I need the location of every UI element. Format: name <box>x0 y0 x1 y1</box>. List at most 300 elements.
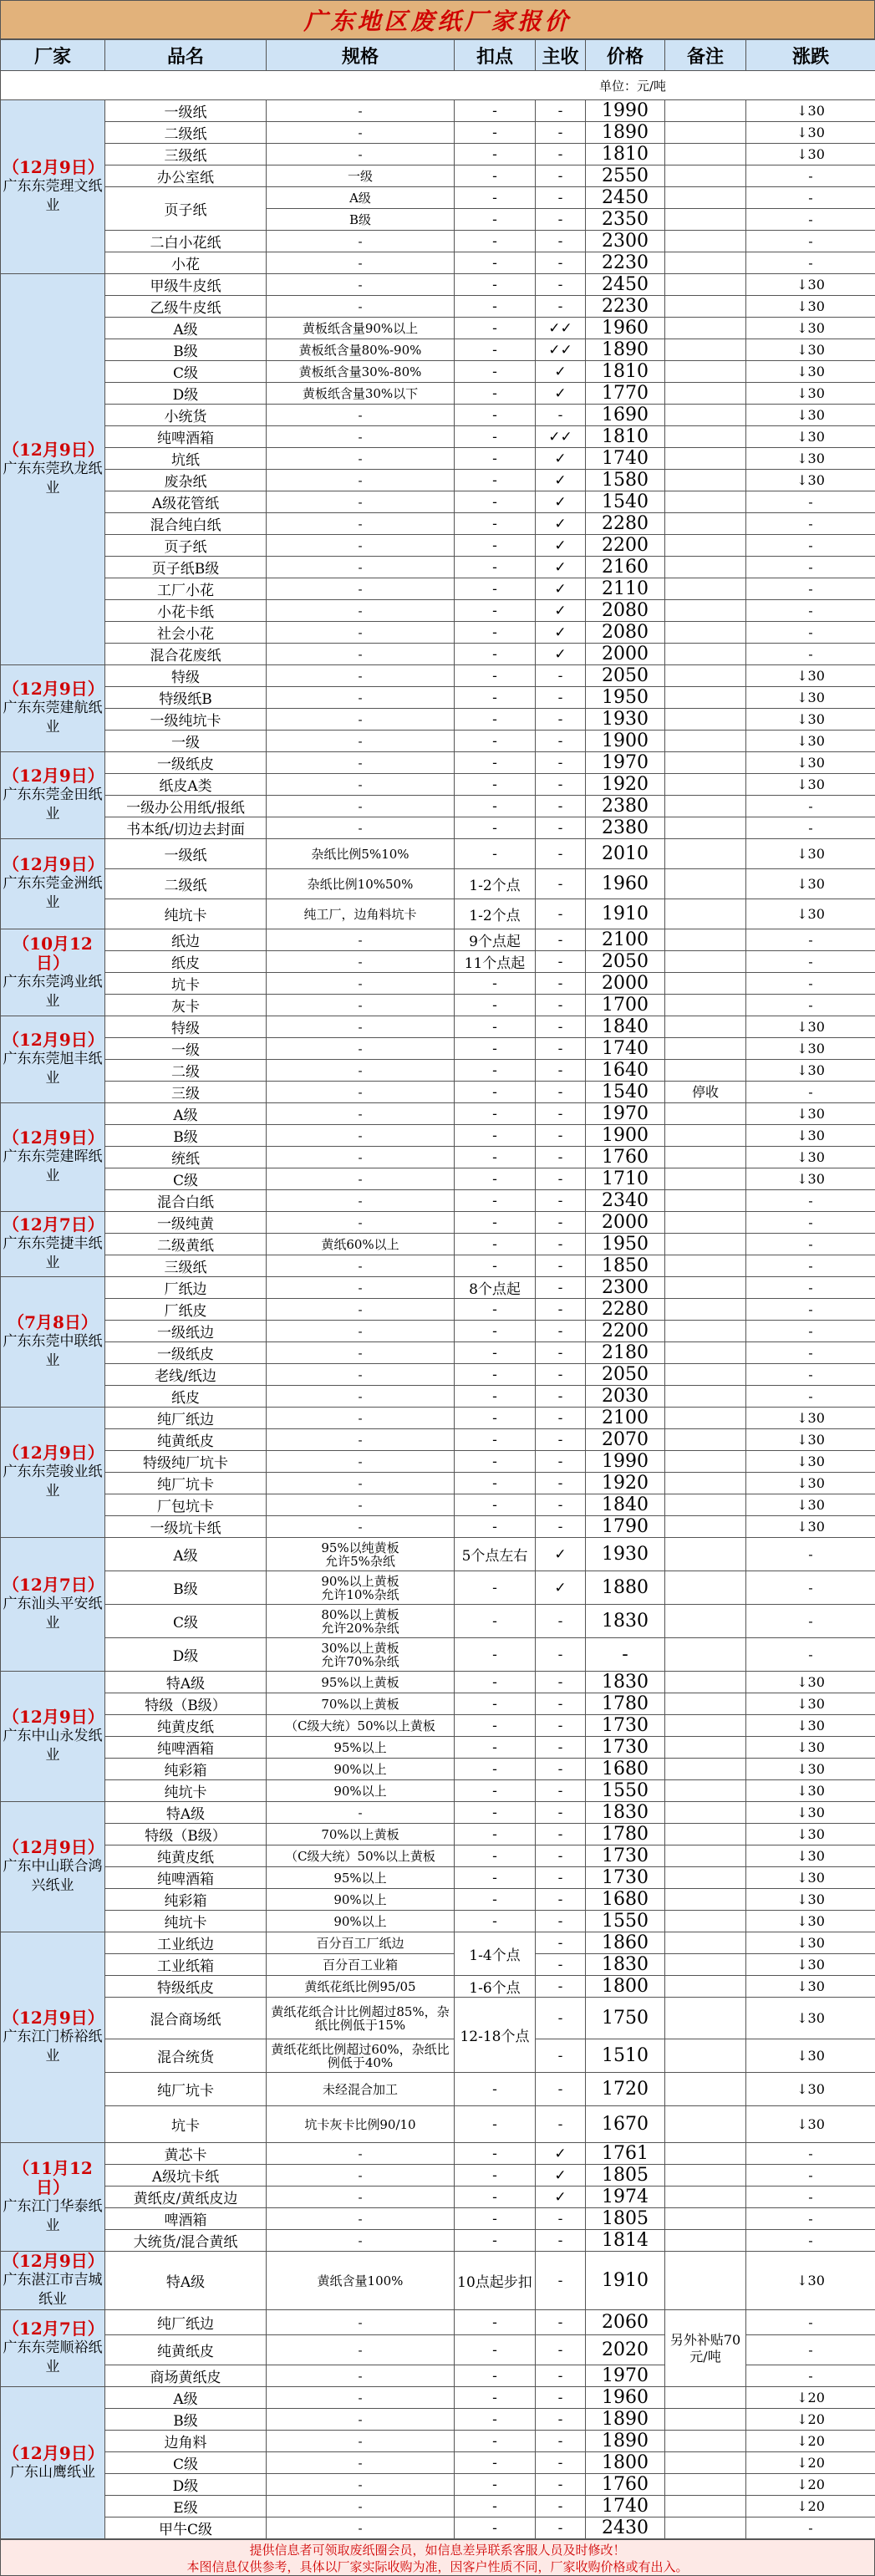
price-cell: 2380 <box>586 796 665 817</box>
product-cell: 一级办公用纸/报纸 <box>105 796 267 817</box>
product-cell: 纸皮 <box>105 1386 267 1408</box>
note-cell <box>665 1386 746 1408</box>
note-cell <box>665 600 746 622</box>
main-receive-cell: - <box>536 1605 586 1638</box>
table-row <box>1 644 875 665</box>
spec-cell <box>267 2143 455 2165</box>
change-cell: ↓30 <box>746 1451 875 1473</box>
price-cell: 2100 <box>586 1408 665 1429</box>
deduction-cell: - <box>455 1516 536 1538</box>
main-receive-cell: - <box>536 252 586 274</box>
spec-line: 允许20%杂纸 <box>268 1621 452 1635</box>
price-cell: 1700 <box>586 995 665 1016</box>
spec-cell <box>267 709 455 731</box>
price-cell: 2000 <box>586 644 665 665</box>
spec-cell <box>267 318 455 339</box>
spec-cell <box>267 209 455 231</box>
change-cell: - <box>746 1538 875 1571</box>
spec-cell <box>267 231 455 252</box>
spec-line: 纯工厂，边角料坑卡 <box>268 908 452 921</box>
company-name: 广东中山永发纸业 <box>3 1728 103 1764</box>
product-cell: 工业纸边 <box>105 1932 267 1954</box>
change-cell: ↓30 <box>746 1932 875 1954</box>
change-cell: - <box>746 973 875 995</box>
spec-line: 一级 <box>268 170 452 183</box>
price-cell: 1890 <box>586 2431 665 2452</box>
header-product: 品名 <box>105 40 267 71</box>
spec-line: 杂纸比例10%50% <box>268 878 452 891</box>
deduction-cell: - <box>455 2208 536 2230</box>
spec-cell <box>267 973 455 995</box>
change-cell: ↓30 <box>746 1802 875 1824</box>
spec-cell <box>267 1538 455 1571</box>
footer-line-1: 提供信息者可领取废纸圈会员，如信息差异联系客服人员及时修改！ <box>1 2542 874 2558</box>
spec-line: - <box>268 1173 452 1186</box>
price-cell: 1840 <box>586 1016 665 1038</box>
deduction-cell: - <box>455 1845 536 1867</box>
change-cell: - <box>746 817 875 839</box>
spec-line: - <box>268 1107 452 1121</box>
note-cell <box>665 2517 746 2539</box>
change-cell: ↓30 <box>746 1889 875 1911</box>
spec-line: - <box>268 1412 452 1425</box>
deduction-cell: - <box>455 448 536 470</box>
spec-line: 90%以上 <box>268 1915 452 1928</box>
note-cell <box>665 1605 746 1638</box>
table-row <box>1 1016 875 1038</box>
table-row <box>1 929 875 951</box>
header-price: 价格 <box>586 40 665 71</box>
spec-cell <box>267 2431 455 2452</box>
company-cell <box>1 1802 105 1932</box>
note-cell <box>665 1060 746 1082</box>
deduction-cell: - <box>455 1605 536 1638</box>
change-cell: - <box>746 2310 875 2335</box>
price-cell: 1540 <box>586 1082 665 1103</box>
main-receive-cell: - <box>536 122 586 144</box>
price-cell: 1670 <box>586 2106 665 2143</box>
unit-row <box>1 71 875 100</box>
spec-cell <box>267 1672 455 1693</box>
main-receive-cell: - <box>536 1845 586 1867</box>
note-cell <box>665 122 746 144</box>
change-cell: ↓30 <box>746 144 875 165</box>
price-cell: 2050 <box>586 665 665 687</box>
note-cell <box>665 100 746 122</box>
spec-cell <box>267 1845 455 1867</box>
main-receive-cell: ✓ <box>536 1571 586 1605</box>
spec-line: 黄纸含量100% <box>268 2274 452 2288</box>
product-cell: 特A级 <box>105 2252 267 2310</box>
spec-cell <box>267 2335 455 2365</box>
table-row <box>1 2310 875 2335</box>
spec-cell <box>267 1759 455 1780</box>
spec-cell <box>267 1408 455 1429</box>
spec-line: 90%以上 <box>268 1893 452 1907</box>
main-receive-cell: - <box>536 1321 586 1342</box>
spec-line: - <box>268 2522 452 2535</box>
deduction-cell: - <box>455 491 536 513</box>
spec-cell <box>267 2365 455 2387</box>
spec-cell <box>267 2474 455 2496</box>
change-cell: ↓30 <box>746 405 875 426</box>
spec-cell <box>267 796 455 817</box>
spec-line: - <box>268 1520 452 1534</box>
table-row <box>1 1212 875 1234</box>
spec-line: - <box>268 1368 452 1382</box>
main-receive-cell: - <box>536 1168 586 1190</box>
note-cell <box>665 2409 746 2431</box>
spec-cell <box>267 1168 455 1190</box>
main-receive-cell: - <box>536 709 586 731</box>
spec-cell <box>267 2310 455 2335</box>
deduction-cell: 10点起步扣 <box>455 2252 536 2310</box>
spec-cell <box>267 1737 455 1759</box>
change-cell: - <box>746 2230 875 2252</box>
product-cell: C级 <box>105 2452 267 2474</box>
spec-cell <box>267 578 455 600</box>
spec-line: - <box>268 1042 452 1056</box>
deduction-cell: - <box>455 752 536 774</box>
price-cell: 1805 <box>586 2208 665 2230</box>
spec-line: - <box>268 626 452 639</box>
company-date: （12月9日） <box>3 440 103 460</box>
table-row <box>1 1386 875 1408</box>
table-row <box>1 470 875 491</box>
header-company: 厂家 <box>1 40 105 71</box>
change-cell: ↓30 <box>746 1715 875 1737</box>
note-cell <box>665 1976 746 1998</box>
spec-line: 70%以上黄板 <box>268 1828 452 1841</box>
change-cell: - <box>746 2143 875 2165</box>
spec-line: 坑卡灰卡比例90/10 <box>268 2118 452 2131</box>
note-cell <box>665 1693 746 1715</box>
main-receive-cell: ✓ <box>536 2165 586 2187</box>
spec-line: - <box>268 409 452 422</box>
price-cell: 1970 <box>586 752 665 774</box>
spec-line: - <box>268 1129 452 1143</box>
price-cell: 1920 <box>586 1473 665 1494</box>
table-row <box>1 2387 875 2409</box>
price-cell: 2070 <box>586 1429 665 1451</box>
change-cell: - <box>746 557 875 578</box>
product-cell: C级 <box>105 1168 267 1190</box>
change-cell: - <box>746 2187 875 2208</box>
table-row <box>1 973 875 995</box>
spec-cell <box>267 252 455 274</box>
company-cell <box>1 752 105 839</box>
spec-line: （C级大统）50%以上黄板 <box>268 1850 452 1863</box>
change-cell: - <box>746 929 875 951</box>
main-receive-cell: ✓ <box>536 578 586 600</box>
change-cell: ↓30 <box>746 1845 875 1867</box>
spec-line: - <box>268 1151 452 1164</box>
deduction-cell: - <box>455 361 536 383</box>
spec-line: - <box>268 452 452 466</box>
change-cell: ↓30 <box>746 752 875 774</box>
table-row <box>1 1190 875 1212</box>
spec-cell <box>267 1638 455 1672</box>
main-receive-cell: - <box>536 951 586 973</box>
spec-cell <box>267 2409 455 2431</box>
table-row <box>1 1824 875 1845</box>
deduction-cell: - <box>455 1364 536 1386</box>
spec-line: - <box>268 1455 452 1469</box>
main-receive-cell: - <box>536 1824 586 1845</box>
deduction-cell: - <box>455 2474 536 2496</box>
spec-cell <box>267 1234 455 1255</box>
product-cell: C级 <box>105 361 267 383</box>
deduction-cell: - <box>455 2496 536 2517</box>
change-cell: ↓30 <box>746 731 875 752</box>
spec-cell <box>267 1954 455 1976</box>
product-cell: 特级 <box>105 665 267 687</box>
spec-line: - <box>268 648 452 661</box>
table-row <box>1 1429 875 1451</box>
main-receive-cell: ✓✓ <box>536 426 586 448</box>
price-cell: 2100 <box>586 929 665 951</box>
spec-line: - <box>268 1806 452 1820</box>
company-cell <box>1 1932 105 2143</box>
table-row <box>1 2431 875 2452</box>
company-date: （12月9日） <box>3 2008 103 2028</box>
deduction-cell: 1-2个点 <box>455 899 536 929</box>
main-receive-cell: - <box>536 665 586 687</box>
deduction-cell: - <box>455 252 536 274</box>
note-cell <box>665 1016 746 1038</box>
price-cell: 2110 <box>586 578 665 600</box>
price-cell: 2020 <box>586 2335 665 2365</box>
spec-cell <box>267 1516 455 1538</box>
spec-line: 黄纸花纸比例超过60%，杂纸比例低于40% <box>268 2043 452 2069</box>
change-cell: ↓30 <box>746 470 875 491</box>
company-name: 广东湛江市吉城纸业 <box>3 2272 103 2308</box>
spec-line: - <box>268 1390 452 1403</box>
product-cell: 甲牛C级 <box>105 2517 267 2539</box>
spec-line: - <box>268 496 452 509</box>
change-cell: ↓30 <box>746 774 875 796</box>
change-cell: - <box>746 1255 875 1277</box>
price-cell: 1970 <box>586 1103 665 1125</box>
main-receive-cell: ✓ <box>536 1538 586 1571</box>
product-cell: 三级纸 <box>105 1255 267 1277</box>
change-cell: ↓30 <box>746 274 875 296</box>
note-cell <box>665 774 746 796</box>
price-cell: 1900 <box>586 731 665 752</box>
change-cell: - <box>746 1321 875 1342</box>
company-date: （12月9日） <box>3 1838 103 1857</box>
note-cell <box>665 1103 746 1125</box>
price-cell: 1910 <box>586 2252 665 2310</box>
table-row <box>1 2106 875 2143</box>
company-name: 广东东莞金田纸业 <box>3 787 103 822</box>
spec-line: - <box>268 583 452 596</box>
note-cell <box>665 951 746 973</box>
company-cell <box>1 2143 105 2252</box>
note-cell <box>665 339 746 361</box>
table-row <box>1 1693 875 1715</box>
deduction-cell: - <box>455 622 536 644</box>
company-name: 广东中山联合鸿兴纸业 <box>3 1858 103 1894</box>
company-cell <box>1 2387 105 2539</box>
main-receive-cell: - <box>536 1672 586 1693</box>
main-receive-cell: - <box>536 100 586 122</box>
note-cell <box>665 2143 746 2165</box>
main-receive-cell: - <box>536 2208 586 2230</box>
spec-line: - <box>268 2500 452 2513</box>
table-row <box>1 1932 875 1954</box>
change-cell: ↓30 <box>746 1408 875 1429</box>
change-cell: - <box>746 231 875 252</box>
deduction-cell: - <box>455 1408 536 1429</box>
spec-cell <box>267 1998 455 2039</box>
product-cell: 纸皮A类 <box>105 774 267 796</box>
spec-line: - <box>268 2212 452 2226</box>
spec-cell <box>267 1824 455 1845</box>
deduction-cell: - <box>455 1494 536 1516</box>
spec-line: 90%以上 <box>268 1784 452 1798</box>
change-cell: - <box>746 209 875 231</box>
spec-line: - <box>268 1325 452 1338</box>
price-cell: 1710 <box>586 1168 665 1190</box>
main-receive-cell: - <box>536 1212 586 1234</box>
change-cell: ↓30 <box>746 1429 875 1451</box>
deduction-cell: - <box>455 144 536 165</box>
note-cell <box>665 2208 746 2230</box>
main-receive-cell: - <box>536 1277 586 1299</box>
deduction-cell: - <box>455 1016 536 1038</box>
price-cell: 1761 <box>586 2143 665 2165</box>
deduction-cell: - <box>455 426 536 448</box>
spec-line: - <box>268 713 452 726</box>
spec-line: - <box>268 999 452 1012</box>
note-cell <box>665 839 746 869</box>
change-cell: ↓30 <box>746 1672 875 1693</box>
change-cell: ↓30 <box>746 2073 875 2106</box>
spec-line: - <box>268 2478 452 2492</box>
main-receive-cell: - <box>536 1299 586 1321</box>
spec-cell <box>267 1889 455 1911</box>
spec-cell <box>267 2517 455 2539</box>
table-row <box>1 2143 875 2165</box>
change-cell: - <box>746 2335 875 2365</box>
main-receive-cell: - <box>536 405 586 426</box>
deduction-cell: - <box>455 1103 536 1125</box>
price-cell: 1730 <box>586 1737 665 1759</box>
spec-cell <box>267 1364 455 1386</box>
note-cell <box>665 165 746 187</box>
table-row <box>1 2073 875 2106</box>
company-cell <box>1 100 105 274</box>
table-row <box>1 535 875 557</box>
spec-line: - <box>268 1477 452 1490</box>
table-row <box>1 839 875 869</box>
main-receive-cell: - <box>536 973 586 995</box>
product-cell: C级 <box>105 1605 267 1638</box>
change-cell: - <box>746 535 875 557</box>
deduction-cell: - <box>455 1473 536 1494</box>
deduction-cell: - <box>455 405 536 426</box>
spec-cell <box>267 2106 455 2143</box>
note-cell <box>665 578 746 600</box>
product-cell: 纯厂纸边 <box>105 1408 267 1429</box>
table-row <box>1 796 875 817</box>
table-row <box>1 405 875 426</box>
table-row <box>1 1103 875 1125</box>
main-receive-cell: - <box>536 899 586 929</box>
change-cell: ↓30 <box>746 1759 875 1780</box>
unit-label: 单位：元/吨 <box>1 71 875 100</box>
deduction-cell: - <box>455 1824 536 1845</box>
note-cell <box>665 1255 746 1277</box>
main-receive-cell: - <box>536 1494 586 1516</box>
main-receive-cell: ✓ <box>536 513 586 535</box>
table-row <box>1 1082 875 1103</box>
deduction-cell: - <box>455 2310 536 2335</box>
spec-cell <box>267 665 455 687</box>
spec-line: - <box>268 126 452 140</box>
price-cell: 2430 <box>586 2517 665 2539</box>
main-receive-cell: - <box>536 774 586 796</box>
deduction-cell: - <box>455 209 536 231</box>
price-cell: 1890 <box>586 339 665 361</box>
product-cell: B级 <box>105 2409 267 2431</box>
note-cell <box>665 1889 746 1911</box>
main-receive-cell: - <box>536 1386 586 1408</box>
product-cell: A级花管纸 <box>105 491 267 513</box>
product-cell: 特A级 <box>105 1802 267 1824</box>
table-row <box>1 622 875 644</box>
deduction-cell: - <box>455 1672 536 1693</box>
note-cell <box>665 665 746 687</box>
spec-line: - <box>268 430 452 444</box>
spec-line: - <box>268 1260 452 1273</box>
change-cell: - <box>746 1277 875 1299</box>
price-cell: 2000 <box>586 1212 665 1234</box>
spec-line: 百分百工业箱 <box>268 1958 452 1972</box>
spec-line: 百分百工厂纸边 <box>268 1937 452 1950</box>
deduction-cell: - <box>455 1321 536 1342</box>
product-cell: 混合商场纸 <box>105 1998 267 2039</box>
product-cell: 小花卡纸 <box>105 600 267 622</box>
company-date: （12月7日） <box>3 2319 103 2339</box>
change-cell: ↓30 <box>746 361 875 383</box>
spec-cell <box>267 383 455 405</box>
table-row <box>1 165 875 187</box>
change-cell: - <box>746 600 875 622</box>
price-cell: 1740 <box>586 1038 665 1060</box>
main-receive-cell: - <box>536 1255 586 1277</box>
table-row <box>1 1672 875 1693</box>
product-cell: 老线/纸边 <box>105 1364 267 1386</box>
change-cell: ↓30 <box>746 1867 875 1889</box>
company-date: （10月12日） <box>3 934 103 973</box>
main-receive-cell: ✓ <box>536 491 586 513</box>
deduction-cell: - <box>455 1147 536 1168</box>
price-cell: 1930 <box>586 709 665 731</box>
note-cell <box>665 1212 746 1234</box>
price-cell: 1780 <box>586 1693 665 1715</box>
note-cell <box>665 426 746 448</box>
product-cell: B级 <box>105 1571 267 1605</box>
footer-notice <box>0 2539 875 2576</box>
table-row <box>1 318 875 339</box>
change-cell: - <box>746 951 875 973</box>
change-cell: ↓30 <box>746 1473 875 1494</box>
spec-cell <box>267 2208 455 2230</box>
main-receive-cell: - <box>536 1976 586 1998</box>
table-row <box>1 2452 875 2474</box>
